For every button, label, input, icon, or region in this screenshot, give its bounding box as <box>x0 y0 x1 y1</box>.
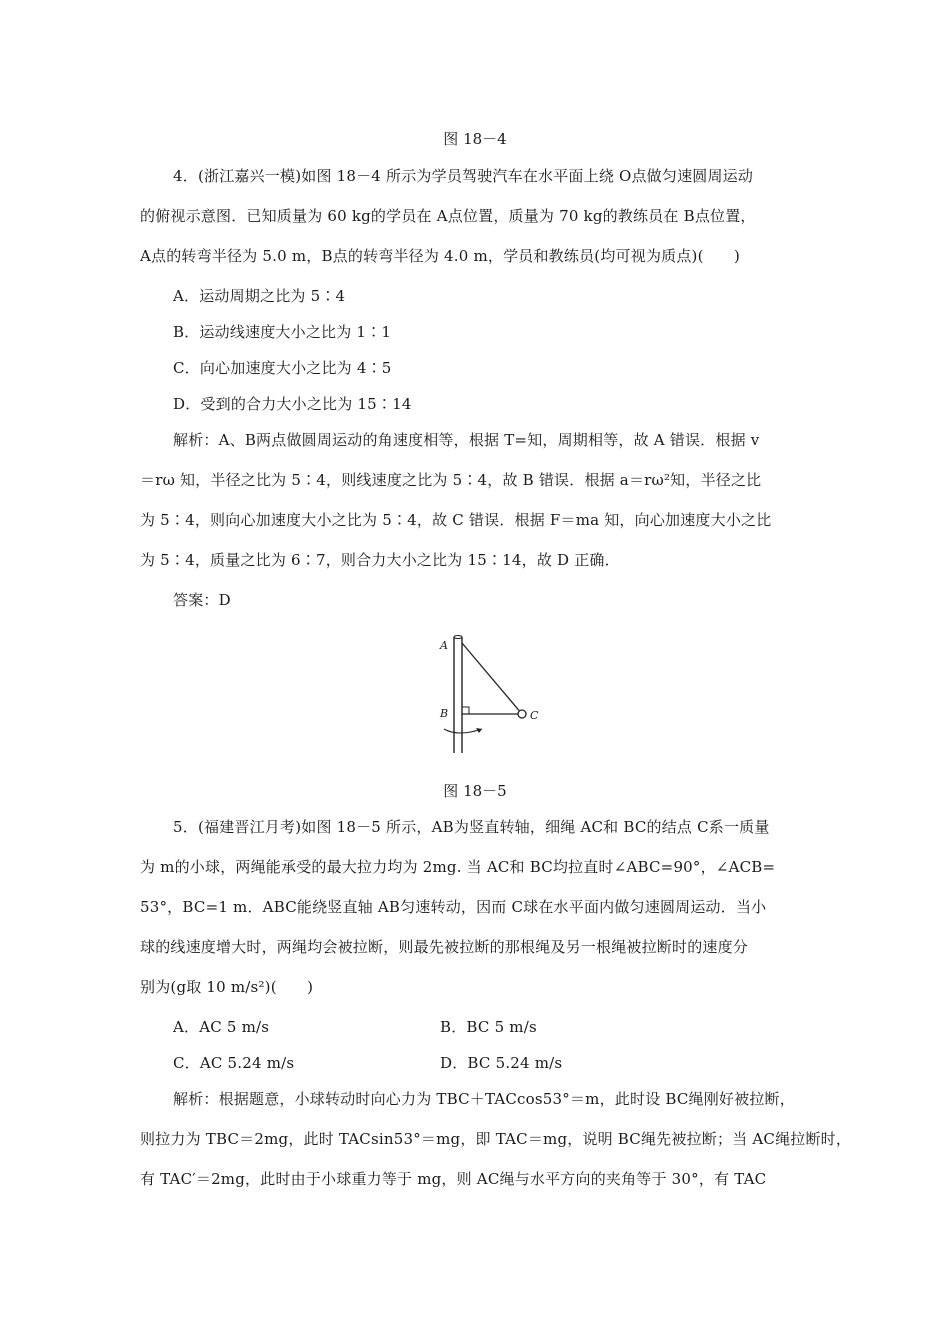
label-b: B <box>440 707 449 720</box>
q4-stem-line-1: 4．(浙江嘉兴一模)如图 18－4 所示为学员驾驶汽车在水平面上绕 O点做匀速圆周运动 <box>173 167 754 185</box>
q5-option-b: B．BC 5 m/s <box>440 1018 537 1036</box>
q5-option-c: C．AC 5.24 m/s <box>173 1054 295 1072</box>
q4-option-a: A．运动周期之比为 5∶4 <box>173 287 346 305</box>
q4-analysis-line-3: 为 5∶4，则向心加速度大小之比为 5∶4，故 C 错误．根据 F＝ma 知，向心加速度大小之比 <box>140 511 772 529</box>
q4-answer: 答案：D <box>173 591 231 609</box>
q4-option-c: C．向心加速度大小之比为 4∶5 <box>173 359 392 377</box>
ball-c <box>518 710 526 718</box>
q5-stem-line-4: 球的线速度增大时，两绳均会被拉断，则最先被拉断的那根绳及另一根绳被拉断时的速度分 <box>140 938 749 956</box>
q4-option-d: D．受到的合力大小之比为 15∶14 <box>173 395 412 413</box>
q4-analysis-line-2: ＝rω 知，半径之比为 5∶4，则线速度之比为 5∶4，故 B 错误．根据 a＝rω²知，半径之比 <box>140 471 762 489</box>
q4-analysis-line-1: 解析：A、B两点做圆周运动的角速度相等，根据 T=知，周期相等，故 A 错误．根据 v <box>173 431 760 449</box>
rotation-arrow <box>444 729 482 733</box>
q4-stem-line-3: A点的转弯半径为 5.0 m，B点的转弯半径为 4.0 m，学员和教练员(均可视为质点)( ) <box>140 247 741 265</box>
label-c: C <box>530 709 539 722</box>
figure-caption-18-4: 图 18－4 <box>443 130 507 148</box>
q5-analysis-line-1: 解析：根据题意，小球转动时向心力为 TBC＋TACcos53°＝m，此时设 BC绳刚好被拉断， <box>173 1090 795 1108</box>
q5-option-a: A．AC 5 m/s <box>173 1018 270 1036</box>
q4-stem-line-2: 的俯视示意图．已知质量为 60 kg的学员在 A点位置，质量为 70 kg的教练员在 B点位置， <box>140 207 756 225</box>
rotation-axis-figure <box>430 633 550 758</box>
q5-stem-line-3: 53°，BC=1 m．ABC能绕竖直轴 AB匀速转动，因而 C球在水平面内做匀速圆周运动．当小 <box>140 898 767 916</box>
rope-ac <box>462 643 522 714</box>
q5-stem-line-5: 别为(g取 10 m/s²)( ) <box>140 978 314 996</box>
q4-option-b: B．运动线速度大小之比为 1∶1 <box>173 323 392 341</box>
q5-option-d: D．BC 5.24 m/s <box>440 1054 563 1072</box>
q5-stem-line-1: 5．(福建晋江月考)如图 18－5 所示，AB为竖直转轴，细绳 AC和 BC的结点 C系一质量 <box>173 818 770 836</box>
right-angle-mark <box>462 707 469 714</box>
q5-analysis-line-3: 有 TAC′＝2mg，此时由于小球重力等于 mg，则 AC绳与水平方向的夹角等于 30°，有 TAC <box>140 1170 767 1188</box>
axis-top-cap <box>454 636 462 639</box>
q5-analysis-line-2: 则拉力为 TBC＝2mg，此时 TACsin53°＝mg，即 TAC＝mg，说明 BC绳先被拉断；当 AC绳拉断时， <box>140 1130 852 1148</box>
q4-analysis-line-4: 为 5∶4，质量之比为 6∶7，则合力大小之比为 15∶14，故 D 正确． <box>140 551 620 569</box>
q5-stem-line-2: 为 m的小球，两绳能承受的最大拉力均为 2mg. 当 AC和 BC均拉直时∠ABC=90°，∠ACB= <box>140 858 776 876</box>
label-a: A <box>440 639 448 652</box>
figure-caption-18-5: 图 18－5 <box>443 782 507 800</box>
